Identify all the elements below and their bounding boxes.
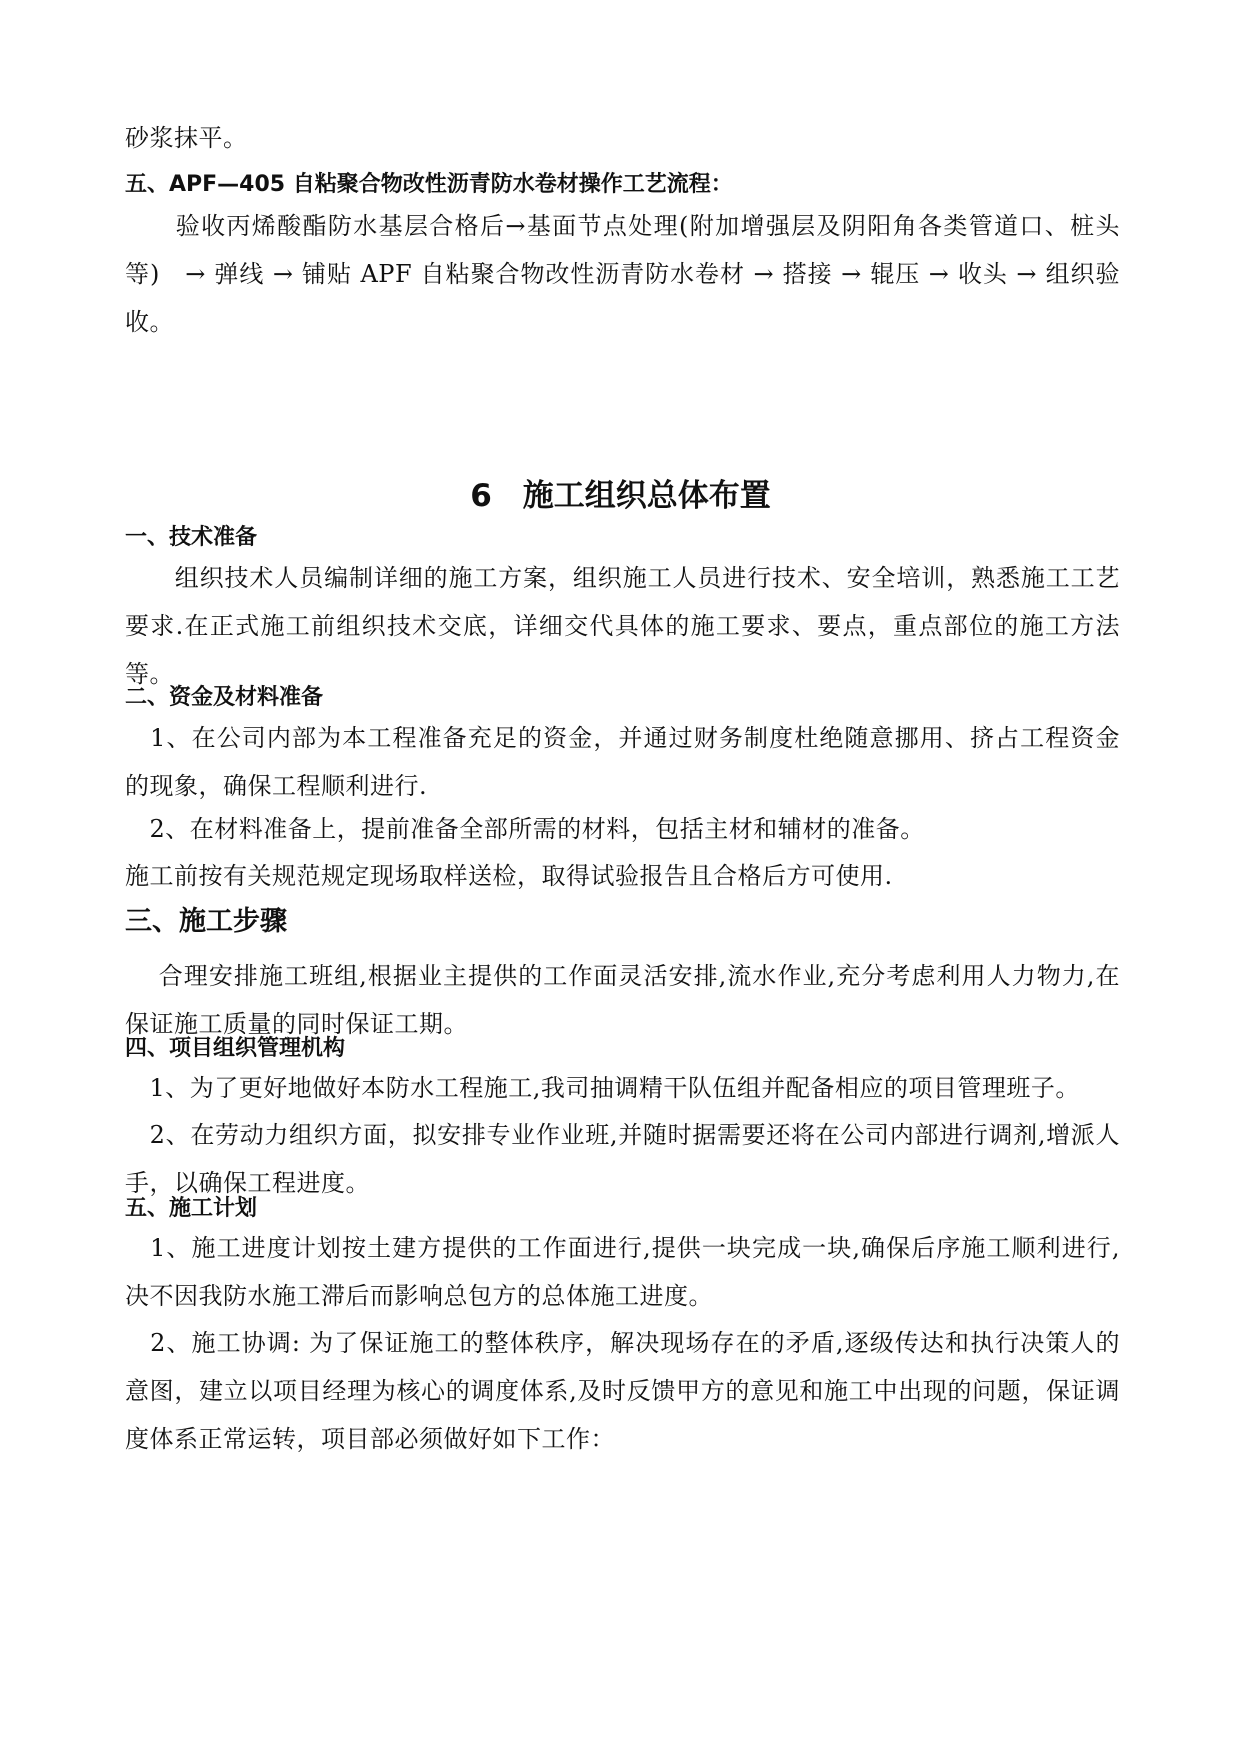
chapter-title: 6 施工组织总体布置 bbox=[470, 478, 771, 514]
heading-fund-prep: 二、资金及材料准备 bbox=[125, 685, 324, 710]
paragraph-top-fragment: 砂浆抹平。 bbox=[125, 124, 248, 152]
paragraph-steps: 合理安排施工班组,根据业主提供的工作面灵活安排,流水作业,充分考虑利用人力物力,在保证施工质量的同时保证工期。 bbox=[125, 962, 1120, 1038]
heading-org: 四、项目组织管理机构 bbox=[125, 1036, 346, 1061]
paragraph-org-1: 1、为了更好地做好本防水工程施工,我司抽调精干队伍组并配备相应的项目管理班子。 bbox=[125, 1074, 1080, 1102]
paragraph-apf-flow: 验收丙烯酸酯防水基层合格后→基面节点处理(附加增强层及阴阳角各类管道口、桩头等) → 弹线 → 铺贴 APF 自粘聚合物改性沥青防水卷材 → 搭接 → 辊压 → 收头 → 组织验收。 bbox=[125, 212, 1120, 336]
heading-tech-prep: 一、技术准备 bbox=[125, 525, 258, 550]
heading-steps: 三、施工步骤 bbox=[125, 906, 287, 937]
heading-apf-process: 五、APF—405 自粘聚合物改性沥青防水卷材操作工艺流程： bbox=[125, 172, 733, 197]
paragraph-fund-2: 2、在材料准备上，提前准备全部所需的材料，包括主材和辅材的准备。 bbox=[125, 815, 925, 843]
paragraph-org-2: 2、在劳动力组织方面，拟安排专业作业班,并随时据需要还将在公司内部进行调剂,增派人手，以确保工程进度。 bbox=[125, 1121, 1120, 1197]
paragraph-plan-1: 1、施工进度计划按土建方提供的工作面进行,提供一块完成一块,确保后序施工顺利进行,决不因我防水施工滞后而影响总包方的总体施工进度。 bbox=[125, 1234, 1120, 1310]
paragraph-fund-3: 施工前按有关规范规定现场取样送检，取得试验报告且合格后方可使用. bbox=[125, 862, 893, 890]
heading-plan: 五、施工计划 bbox=[125, 1196, 258, 1221]
paragraph-fund-1: 1、在公司内部为本工程准备充足的资金，并通过财务制度杜绝随意挪用、挤占工程资金的现象，确保工程顺利进行. bbox=[125, 724, 1120, 800]
paragraph-tech-prep: 组织技术人员编制详细的施工方案，组织施工人员进行技术、安全培训，熟悉施工工艺要求.在正式施工前组织技术交底，详细交代具体的施工要求、要点，重点部位的施工方法等。 bbox=[125, 564, 1120, 688]
paragraph-plan-2: 2、施工协调: 为了保证施工的整体秩序，解决现场存在的矛盾,逐级传达和执行决策人的意图，建立以项目经理为核心的调度体系,及时反馈甲方的意见和施工中出现的问题，保证调度体系正常运转，项目部必须做好如下工作： bbox=[125, 1329, 1120, 1453]
